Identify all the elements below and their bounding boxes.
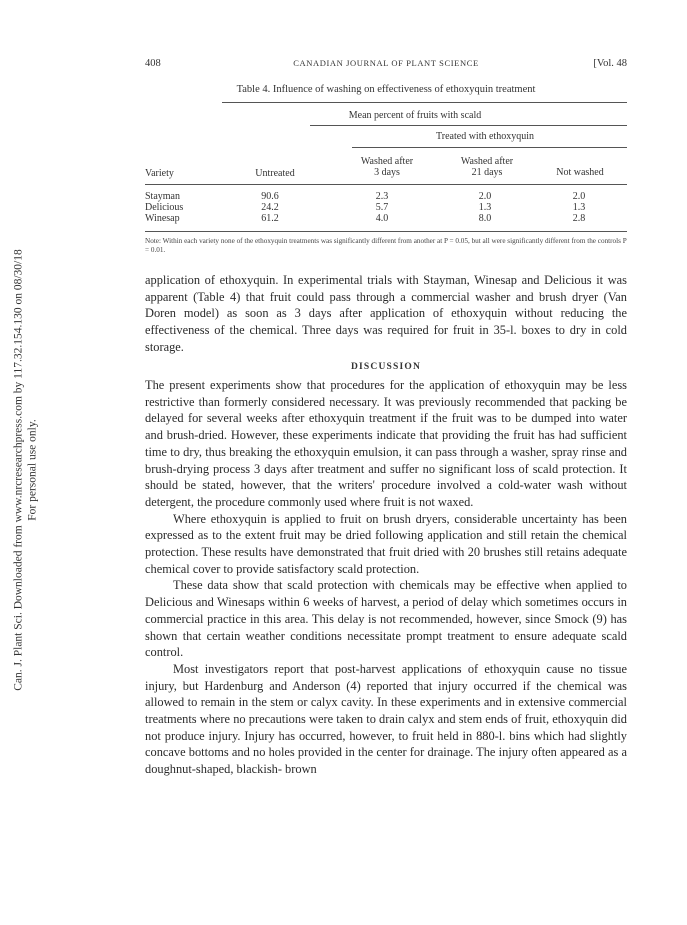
cell-not-washed: 1.3	[572, 202, 586, 213]
table-header-rule	[145, 184, 627, 185]
cell-untreated: 90.6	[261, 191, 279, 202]
col-header-washed-21-days-line-2: 21 days	[471, 167, 503, 178]
discussion-paragraph-4: Most investigators report that post-harvest applications of ethoxyquin cause no tissue injury, but Hardenburg and Anderson (4) reported that injury occurred if the chemical was allowed to remain in the stem or calyx cavity. In these experiments and in extensive commercial treatments where no precautions were taken to drain calyx and stem ends of fruit, ethoxyquin did not produce injury. Injury has occurred, however, to fruit held in 880-l. bins which had slightly concave bottoms and no holes provided in the center for drainage. The injury often appeared as a doughnut-shaped, blackish- brown	[145, 661, 627, 777]
cell-washed-3-days: 4.0	[375, 213, 389, 224]
table-footnote: Note: Within each variety none of the ethoxyquin treatments was significantly different from another at P = 0.05, but all were significantly different from the controls P = 0.01.	[145, 237, 627, 254]
table-bottom-rule	[145, 231, 627, 232]
download-notice-text	[13, 249, 40, 691]
cell-variety: Winesap	[145, 213, 180, 224]
discussion-paragraph-1: The present experiments show that procedures for the application of ethoxyquin may be less restrictive than formerly considered necessary. It was previously recommended that packing be delayed for several weeks after ethoxyquin treatment if the fruit was to be dumped into water and brush-dried. However, these experiments indicate that providing the fruit has had sufficient time to dry, thus breaking the ethoxyquin emulsion, it can pass through a washer, spray rinse and brush-drying process 3 days after treatment and suffer no significant loss of scald protection. It should be stated, however, that the writers' procedure involved a cold-water wash without detergent, the procedure commonly used where fruit is not waxed.	[145, 378, 627, 509]
col-header-washed-3-days	[352, 156, 422, 178]
discussion-paragraph-2: Where ethoxyquin is applied to fruit on brush dryers, considerable uncertainty has been expressed as to the extent fruit may be dried following application and still retain the chemical protection. These results have demonstrated that fruit dried with 20 brushes still retains adequate chemical cover to provide satisfactory scald protection.	[145, 511, 627, 576]
col-header-not-washed: Not washed	[556, 167, 604, 178]
download-notice-line-1: Can. J. Plant Sci. Downloaded from www.nrcresearchpress.com by 117.32.154.130 on 08/30/18	[12, 249, 25, 691]
cell-washed-21-days: 1.3	[478, 202, 492, 213]
table-top-rule	[222, 102, 627, 103]
page-number: 408	[145, 58, 161, 69]
running-header	[145, 58, 627, 72]
cell-washed-3-days: 2.3	[375, 191, 389, 202]
group-header-rule	[310, 125, 627, 126]
table-subgroup-header: Treated with ethoxyquin	[436, 131, 534, 142]
col-header-washed-3-days-line-1: Washed after	[360, 156, 414, 167]
cell-untreated: 61.2	[261, 213, 279, 224]
subgroup-header-rule	[352, 147, 627, 148]
col-header-untreated: Untreated	[255, 168, 295, 179]
download-notice	[4, 190, 48, 750]
cell-not-washed: 2.0	[572, 191, 586, 202]
journal-title: CANADIAN JOURNAL OF PLANT SCIENCE	[293, 58, 479, 68]
discussion-paragraph-3: These data show that scald protection with chemicals may be effective when applied to Delicious and Winesaps within 6 weeks of harvest, a period of delay which sometimes occurs in commercial practice in this area. This delay is not recommended, however, since Smock (9) has shown that certain weather conditions necessitate prompt treatment to ensure adequate scald control.	[145, 578, 627, 660]
cell-variety: Delicious	[145, 202, 184, 213]
cell-variety: Stayman	[145, 191, 180, 202]
table-group-header: Mean percent of fruits with scald	[348, 110, 482, 121]
cell-washed-21-days: 8.0	[478, 213, 492, 224]
cell-not-washed: 2.8	[572, 213, 586, 224]
volume-label: [Vol. 48	[593, 58, 627, 69]
download-notice-line-2: For personal use only.	[26, 419, 38, 521]
col-header-washed-21-days	[450, 156, 524, 178]
body-paragraph-continuation	[145, 272, 627, 356]
cell-washed-21-days: 2.0	[478, 191, 492, 202]
table-caption: Table 4. Influence of washing on effectiveness of ethoxyquin treatment	[236, 84, 536, 95]
col-header-washed-3-days-line-2: 3 days	[374, 167, 400, 178]
cell-washed-3-days: 5.7	[375, 202, 389, 213]
section-heading-discussion: DISCUSSION	[350, 362, 422, 372]
paragraph-text: application of ethoxyquin. In experimental trials with Stayman, Winesap and Delicious it was apparent (Table 4) that fruit could pass through a commercial washer and brush dryer (Van Doren model) as soon as 3 days after application of ethoxyquin without reducing the effectiveness of the chemical. Three days was required for fruit in 35-l. boxes to dry in cold storage.	[145, 273, 627, 354]
col-header-washed-21-days-line-1: Washed after	[460, 156, 514, 167]
col-header-variety: Variety	[145, 168, 174, 179]
discussion-section	[145, 377, 627, 778]
cell-untreated: 24.2	[261, 202, 279, 213]
